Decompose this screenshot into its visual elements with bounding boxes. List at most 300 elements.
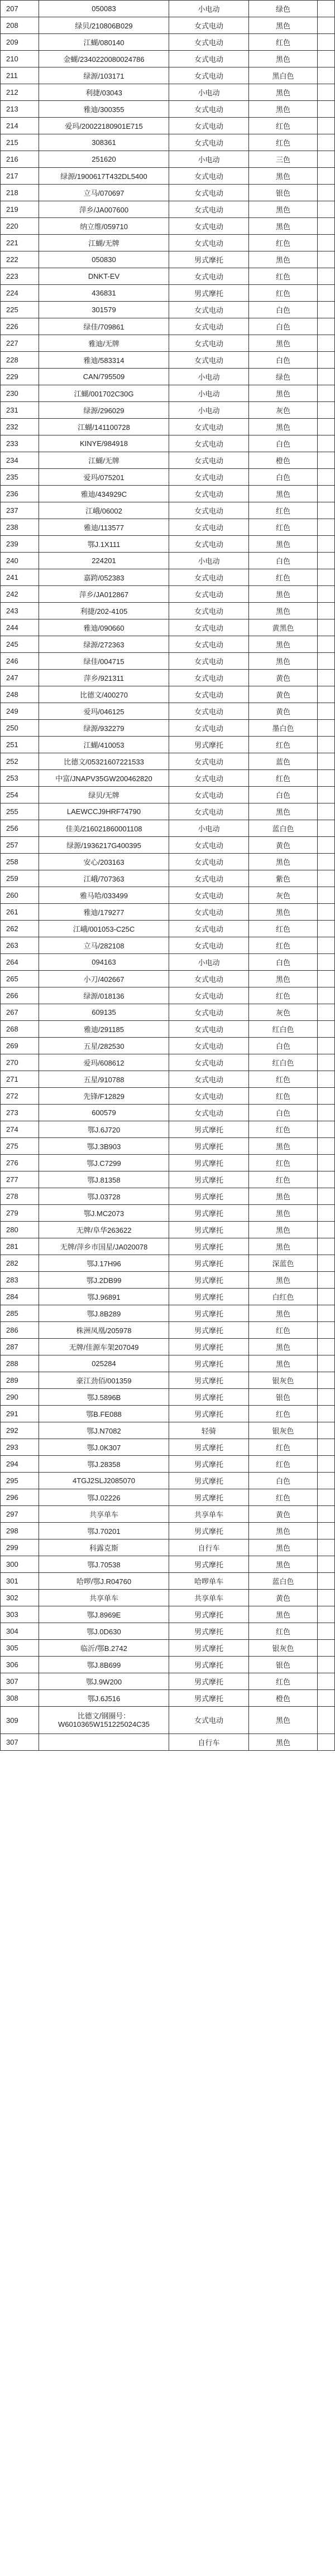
row-number: 255	[1, 803, 39, 820]
color-cell: 红白色	[249, 1021, 318, 1038]
type-cell: 女式电动	[169, 118, 249, 134]
table-row	[1, 1489, 335, 1506]
plate-cell: 五星/282530	[39, 1038, 169, 1054]
empty-cell	[318, 770, 335, 787]
empty-cell	[318, 1406, 335, 1422]
type-cell: 男式摩托	[169, 1322, 249, 1339]
plate-cell: 雅迪/090660	[39, 619, 169, 636]
empty-cell	[318, 285, 335, 302]
row-number: 274	[1, 1121, 39, 1138]
empty-cell	[318, 486, 335, 502]
table-row	[1, 134, 335, 151]
table-row	[1, 1606, 335, 1623]
empty-cell	[318, 201, 335, 218]
row-number: 286	[1, 1322, 39, 1339]
color-cell: 红色	[249, 1088, 318, 1105]
color-cell: 黑色	[249, 1339, 318, 1355]
color-cell: 红色	[249, 1623, 318, 1640]
type-cell: 小电动	[169, 402, 249, 419]
type-cell: 女式电动	[169, 134, 249, 151]
empty-cell	[318, 586, 335, 603]
plate-cell: 立马/282108	[39, 937, 169, 954]
type-cell: 女式电动	[169, 720, 249, 737]
plate-cell: 中富/JNAPV35GW200462820	[39, 770, 169, 787]
plate-cell: 江蝴/无牌	[39, 235, 169, 251]
empty-cell	[318, 1171, 335, 1188]
plate-cell: CAN/795509	[39, 369, 169, 385]
row-number: 308	[1, 1690, 39, 1707]
empty-cell	[318, 1473, 335, 1489]
plate-cell: 鄂J.70201	[39, 1523, 169, 1539]
table-row	[1, 369, 335, 385]
table-row	[1, 937, 335, 954]
plate-cell: 鄂J.8B289	[39, 1305, 169, 1322]
color-cell: 橙色	[249, 452, 318, 469]
row-number: 292	[1, 1422, 39, 1439]
plate-cell	[39, 1734, 169, 1751]
row-number: 257	[1, 837, 39, 854]
empty-cell	[318, 168, 335, 185]
color-cell: 黑色	[249, 1305, 318, 1322]
empty-cell	[318, 251, 335, 268]
type-cell: 女式电动	[169, 519, 249, 536]
plate-cell: 鄂B.FE088	[39, 1406, 169, 1422]
table-row	[1, 1439, 335, 1456]
plate-cell: 绿源/272363	[39, 636, 169, 653]
table-row	[1, 1021, 335, 1038]
plate-cell: 安心/203163	[39, 854, 169, 870]
type-cell: 男式摩托	[169, 1171, 249, 1188]
type-cell: 女式电动	[169, 469, 249, 486]
color-cell: 白色	[249, 435, 318, 452]
row-number: 275	[1, 1138, 39, 1155]
table-row	[1, 1389, 335, 1406]
table-row	[1, 686, 335, 703]
color-cell: 红色	[249, 1456, 318, 1473]
table-row	[1, 837, 335, 854]
plate-cell: 绿源/1900617T432DL5400	[39, 168, 169, 185]
type-cell: 女式电动	[169, 619, 249, 636]
type-cell: 女式电动	[169, 603, 249, 619]
color-cell: 红色	[249, 1071, 318, 1088]
type-cell: 小电动	[169, 385, 249, 402]
plate-cell: 江蝴/410053	[39, 737, 169, 753]
table-row	[1, 502, 335, 519]
color-cell: 白色	[249, 1105, 318, 1121]
empty-cell	[318, 787, 335, 803]
plate-cell: 萍乡/JA007600	[39, 201, 169, 218]
empty-cell	[318, 17, 335, 34]
empty-cell	[318, 670, 335, 686]
table-row	[1, 1506, 335, 1523]
type-cell: 轻骑	[169, 1422, 249, 1439]
table-row	[1, 803, 335, 820]
empty-cell	[318, 1305, 335, 1322]
color-cell: 白色	[249, 787, 318, 803]
color-cell: 灰色	[249, 887, 318, 904]
row-number: 222	[1, 251, 39, 268]
plate-cell: 绿佳/004715	[39, 653, 169, 670]
row-number: 234	[1, 452, 39, 469]
color-cell: 黑色	[249, 653, 318, 670]
row-number: 230	[1, 385, 39, 402]
plate-cell: 嘉跨/052383	[39, 569, 169, 586]
row-number: 260	[1, 887, 39, 904]
color-cell: 黑色	[249, 803, 318, 820]
type-cell: 男式摩托	[169, 1339, 249, 1355]
row-number: 281	[1, 1238, 39, 1255]
plate-cell: 五星/910788	[39, 1071, 169, 1088]
empty-cell	[318, 1657, 335, 1673]
row-number: 291	[1, 1406, 39, 1422]
plate-cell: 436831	[39, 285, 169, 302]
row-number: 298	[1, 1523, 39, 1539]
table-row	[1, 619, 335, 636]
table-row	[1, 603, 335, 619]
type-cell: 女式电动	[169, 870, 249, 887]
color-cell: 红色	[249, 921, 318, 937]
row-number: 269	[1, 1038, 39, 1054]
table-row	[1, 1573, 335, 1590]
color-cell: 三色	[249, 151, 318, 168]
row-number: 276	[1, 1155, 39, 1171]
table-row	[1, 987, 335, 1004]
empty-cell	[318, 352, 335, 369]
type-cell: 小电动	[169, 84, 249, 101]
row-number: 209	[1, 34, 39, 51]
empty-cell	[318, 1590, 335, 1606]
plate-cell: 小刀/402667	[39, 971, 169, 987]
empty-cell	[318, 1573, 335, 1590]
table-row	[1, 1640, 335, 1657]
empty-cell	[318, 1188, 335, 1205]
table-row	[1, 553, 335, 569]
table-row	[1, 1523, 335, 1539]
row-number: 293	[1, 1439, 39, 1456]
row-number: 297	[1, 1506, 39, 1523]
color-cell: 黑色	[249, 1222, 318, 1238]
empty-cell	[318, 502, 335, 519]
color-cell: 黑色	[249, 251, 318, 268]
plate-cell: 共享单车	[39, 1590, 169, 1606]
table-row	[1, 670, 335, 686]
color-cell: 黄色	[249, 686, 318, 703]
row-number: 280	[1, 1222, 39, 1238]
color-cell: 灰色	[249, 402, 318, 419]
plate-cell: 江蝴/无牌	[39, 452, 169, 469]
type-cell: 女式电动	[169, 686, 249, 703]
empty-cell	[318, 101, 335, 118]
color-cell: 白色	[249, 1473, 318, 1489]
type-cell: 自行车	[169, 1539, 249, 1556]
type-cell: 男式摩托	[169, 1238, 249, 1255]
color-cell: 墨白色	[249, 720, 318, 737]
color-cell: 白色	[249, 469, 318, 486]
type-cell: 女式电动	[169, 235, 249, 251]
empty-cell	[318, 1071, 335, 1088]
table-row	[1, 1556, 335, 1573]
plate-cell: 江峨/001053-C25C	[39, 921, 169, 937]
row-number: 299	[1, 1539, 39, 1556]
empty-cell	[318, 151, 335, 168]
color-cell: 绿色	[249, 369, 318, 385]
row-number: 212	[1, 84, 39, 101]
table-row	[1, 151, 335, 168]
color-cell: 黑白色	[249, 67, 318, 84]
color-cell: 银灰色	[249, 1640, 318, 1657]
type-cell: 女式电动	[169, 536, 249, 553]
plate-cell: 纳立维/059710	[39, 218, 169, 235]
empty-cell	[318, 887, 335, 904]
empty-cell	[318, 803, 335, 820]
table-row	[1, 1, 335, 17]
table-row	[1, 1038, 335, 1054]
empty-cell	[318, 603, 335, 619]
type-cell: 男式摩托	[169, 1489, 249, 1506]
empty-cell	[318, 1734, 335, 1751]
empty-cell	[318, 1506, 335, 1523]
color-cell: 黑色	[249, 1205, 318, 1222]
table-row	[1, 1188, 335, 1205]
color-cell: 黑色	[249, 1556, 318, 1573]
table-row	[1, 34, 335, 51]
row-number: 252	[1, 753, 39, 770]
table-row	[1, 185, 335, 201]
color-cell: 黄色	[249, 670, 318, 686]
color-cell: 黑色	[249, 854, 318, 870]
table-row	[1, 1734, 335, 1751]
color-cell: 黑色	[249, 419, 318, 435]
color-cell: 银色	[249, 185, 318, 201]
table-row	[1, 1289, 335, 1305]
row-number: 215	[1, 134, 39, 151]
color-cell: 黑色	[249, 1539, 318, 1556]
plate-cell: 鄂J.81358	[39, 1171, 169, 1188]
table-row	[1, 1657, 335, 1673]
table-row	[1, 318, 335, 335]
row-number: 225	[1, 302, 39, 318]
table-row	[1, 1623, 335, 1640]
plate-cell: 立马/070697	[39, 185, 169, 201]
empty-cell	[318, 1088, 335, 1105]
plate-cell: 鄂J.0D630	[39, 1623, 169, 1640]
empty-cell	[318, 1339, 335, 1355]
type-cell: 女式电动	[169, 937, 249, 954]
type-cell: 女式电动	[169, 335, 249, 352]
color-cell: 黄色	[249, 703, 318, 720]
empty-cell	[318, 1489, 335, 1506]
color-cell: 红色	[249, 268, 318, 285]
type-cell: 小电动	[169, 151, 249, 168]
type-cell: 女式电动	[169, 803, 249, 820]
plate-cell: 301579	[39, 302, 169, 318]
row-number: 243	[1, 603, 39, 619]
type-cell: 女式电动	[169, 419, 249, 435]
color-cell: 银灰色	[249, 1372, 318, 1389]
color-cell: 红色	[249, 1439, 318, 1456]
empty-cell	[318, 1523, 335, 1539]
color-cell: 黑色	[249, 201, 318, 218]
plate-cell: LAEWCCJ9HRF74790	[39, 803, 169, 820]
type-cell: 女式电动	[169, 904, 249, 921]
table-row	[1, 1004, 335, 1021]
table-row	[1, 385, 335, 402]
plate-cell: 鄂J.8B699	[39, 1657, 169, 1673]
empty-cell	[318, 1255, 335, 1272]
empty-cell	[318, 937, 335, 954]
type-cell: 女式电动	[169, 435, 249, 452]
color-cell: 黑色	[249, 1523, 318, 1539]
color-cell: 黑色	[249, 1707, 318, 1734]
color-cell: 红色	[249, 1121, 318, 1138]
plate-cell: 利捷/202-4105	[39, 603, 169, 619]
table-row	[1, 1690, 335, 1707]
empty-cell	[318, 1539, 335, 1556]
plate-cell: 金蝴/2340220080024786	[39, 51, 169, 67]
table-row	[1, 1222, 335, 1238]
table-row	[1, 1707, 335, 1734]
empty-cell	[318, 369, 335, 385]
table-row	[1, 787, 335, 803]
plate-cell: 无牌/佳源车架207049	[39, 1339, 169, 1355]
plate-cell: 哈啰/鄂J.R04760	[39, 1573, 169, 1590]
plate-cell: 鄂J.6J516	[39, 1690, 169, 1707]
color-cell: 银色	[249, 1657, 318, 1673]
color-cell: 紫色	[249, 870, 318, 887]
plate-cell: 鄂J.28358	[39, 1456, 169, 1473]
plate-cell: DNKT-EV	[39, 268, 169, 285]
empty-cell	[318, 185, 335, 201]
type-cell: 女式电动	[169, 887, 249, 904]
type-cell: 男式摩托	[169, 1623, 249, 1640]
vehicle-table-body	[1, 1, 335, 1751]
type-cell: 女式电动	[169, 770, 249, 787]
row-number: 258	[1, 854, 39, 870]
plate-cell: 科露克斯	[39, 1539, 169, 1556]
table-row	[1, 452, 335, 469]
type-cell: 女式电动	[169, 636, 249, 653]
table-row	[1, 653, 335, 670]
empty-cell	[318, 1272, 335, 1289]
row-number: 248	[1, 686, 39, 703]
type-cell: 女式电动	[169, 101, 249, 118]
table-row	[1, 285, 335, 302]
color-cell: 白色	[249, 352, 318, 369]
table-row	[1, 753, 335, 770]
type-cell: 男式摩托	[169, 1640, 249, 1657]
empty-cell	[318, 1289, 335, 1305]
plate-cell: 爱玛/046125	[39, 703, 169, 720]
empty-cell	[318, 1054, 335, 1071]
table-row	[1, 586, 335, 603]
empty-cell	[318, 469, 335, 486]
color-cell: 白色	[249, 318, 318, 335]
table-row	[1, 1305, 335, 1322]
empty-cell	[318, 619, 335, 636]
table-row	[1, 352, 335, 369]
row-number: 305	[1, 1640, 39, 1657]
row-number: 223	[1, 268, 39, 285]
empty-cell	[318, 921, 335, 937]
type-cell: 男式摩托	[169, 1606, 249, 1623]
empty-cell	[318, 1623, 335, 1640]
color-cell: 红色	[249, 987, 318, 1004]
color-cell: 黄黑色	[249, 619, 318, 636]
type-cell: 男式摩托	[169, 1305, 249, 1322]
plate-cell: 爱玛/075201	[39, 469, 169, 486]
empty-cell	[318, 1422, 335, 1439]
type-cell: 女式电动	[169, 17, 249, 34]
type-cell: 男式摩托	[169, 1205, 249, 1222]
row-number: 266	[1, 987, 39, 1004]
color-cell: 红色	[249, 1171, 318, 1188]
table-row	[1, 636, 335, 653]
empty-cell	[318, 385, 335, 402]
empty-cell	[318, 419, 335, 435]
row-number: 242	[1, 586, 39, 603]
row-number: 254	[1, 787, 39, 803]
row-number: 294	[1, 1456, 39, 1473]
type-cell: 女式电动	[169, 1707, 249, 1734]
color-cell: 黑色	[249, 1606, 318, 1623]
row-number: 304	[1, 1623, 39, 1640]
plate-cell: 无牌/萍乡市国星/JA020078	[39, 1238, 169, 1255]
row-number: 238	[1, 519, 39, 536]
empty-cell	[318, 703, 335, 720]
plate-cell: 025284	[39, 1355, 169, 1372]
color-cell: 黑色	[249, 1355, 318, 1372]
empty-cell	[318, 452, 335, 469]
row-number: 236	[1, 486, 39, 502]
color-cell: 白色	[249, 1038, 318, 1054]
table-row	[1, 1355, 335, 1372]
color-cell: 白红色	[249, 1289, 318, 1305]
table-row	[1, 820, 335, 837]
empty-cell	[318, 318, 335, 335]
empty-cell	[318, 235, 335, 251]
row-number: 233	[1, 435, 39, 452]
empty-cell	[318, 1138, 335, 1155]
color-cell: 黑色	[249, 486, 318, 502]
plate-cell: 鄂J.70538	[39, 1556, 169, 1573]
color-cell: 黑色	[249, 586, 318, 603]
row-number: 232	[1, 419, 39, 435]
plate-cell: 609135	[39, 1004, 169, 1021]
color-cell: 黑色	[249, 603, 318, 619]
color-cell: 黑色	[249, 218, 318, 235]
table-row	[1, 887, 335, 904]
color-cell: 黄色	[249, 837, 318, 854]
type-cell: 女式电动	[169, 837, 249, 854]
row-number: 247	[1, 670, 39, 686]
table-row	[1, 402, 335, 419]
empty-cell	[318, 268, 335, 285]
color-cell: 红色	[249, 118, 318, 134]
plate-cell: 共享单车	[39, 1506, 169, 1523]
type-cell: 哈啰单车	[169, 1573, 249, 1590]
plate-cell: 鄂J.C7299	[39, 1155, 169, 1171]
plate-cell: 094163	[39, 954, 169, 971]
row-number: 301	[1, 1573, 39, 1590]
type-cell: 男式摩托	[169, 1690, 249, 1707]
plate-cell: 鄂J.96891	[39, 1289, 169, 1305]
color-cell: 黑色	[249, 904, 318, 921]
row-number: 210	[1, 51, 39, 67]
color-cell: 红色	[249, 1673, 318, 1690]
type-cell: 男式摩托	[169, 1473, 249, 1489]
table-row	[1, 1054, 335, 1071]
plate-cell: 鄂J.1X111	[39, 536, 169, 553]
